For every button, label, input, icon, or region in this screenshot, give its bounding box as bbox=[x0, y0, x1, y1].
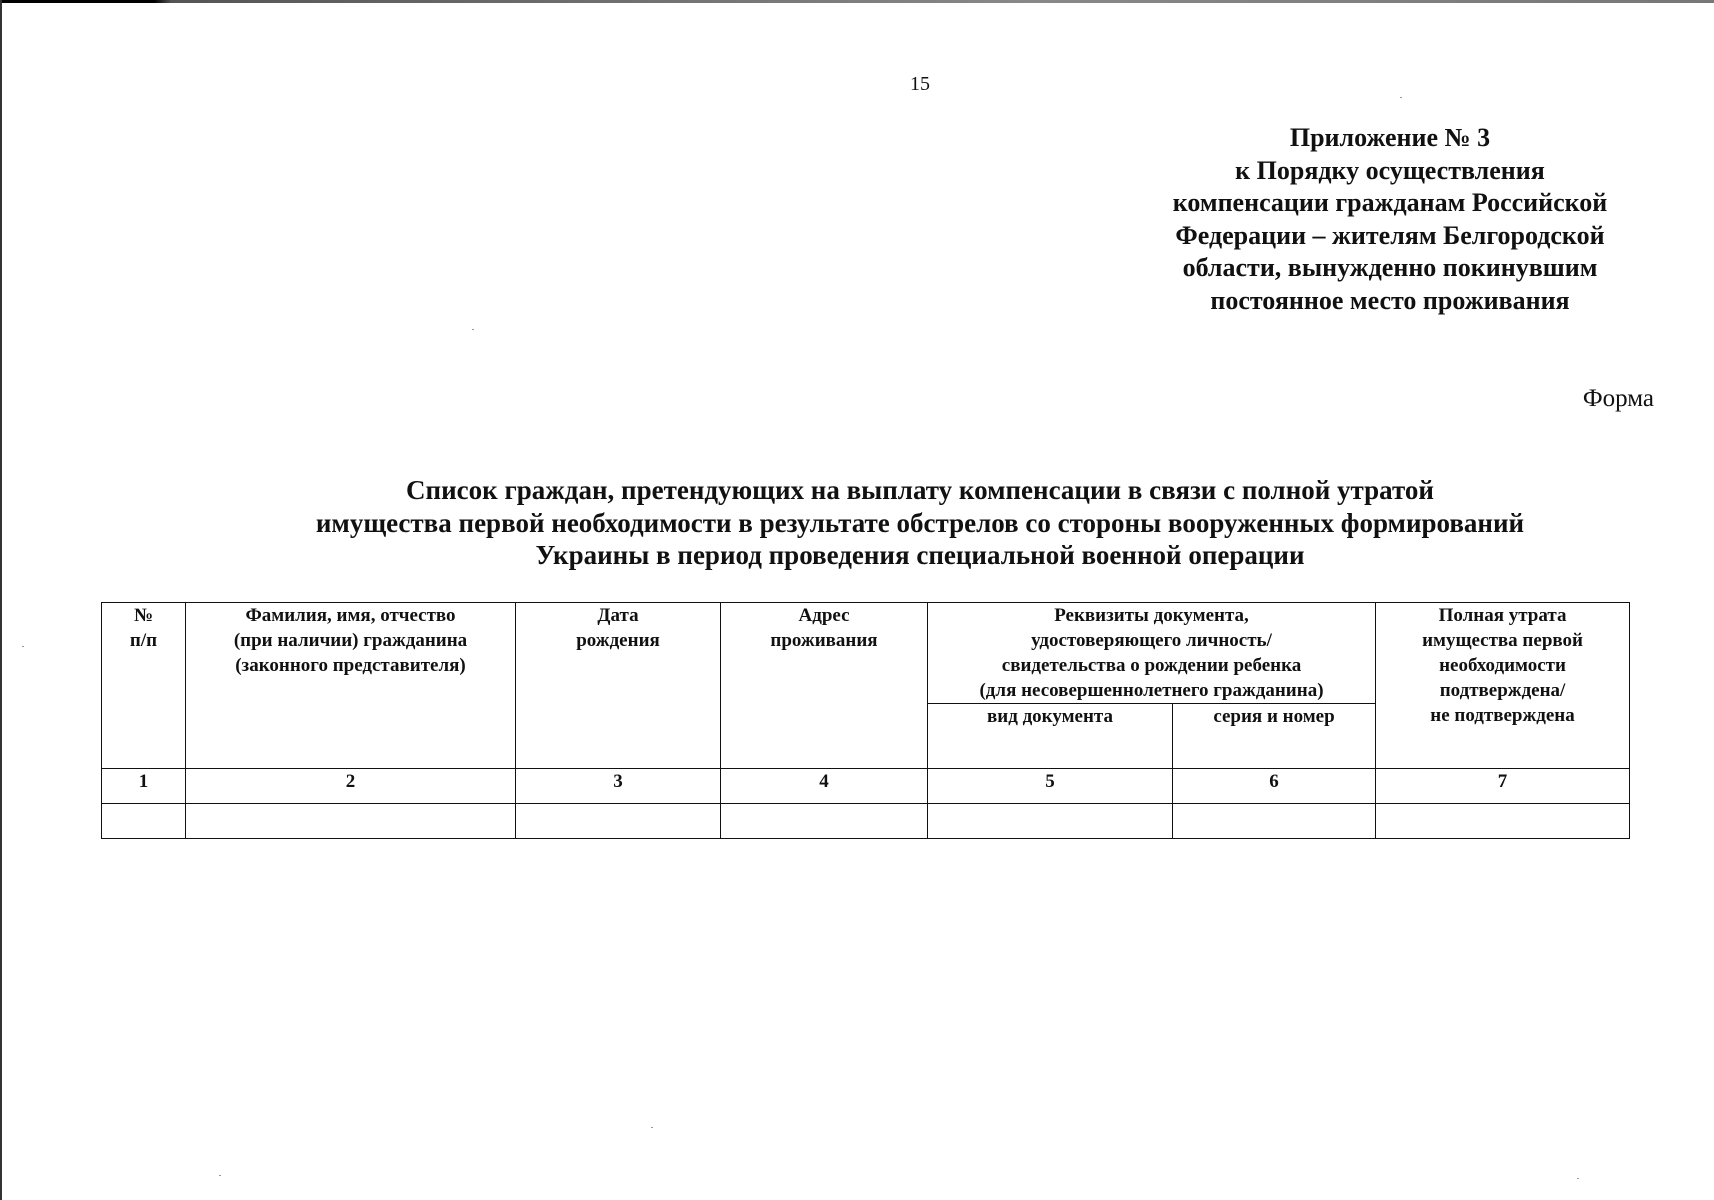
page-number: 15 bbox=[910, 73, 930, 95]
annex-line: Федерации – жителям Белгородской bbox=[1175, 220, 1605, 250]
annex-line: компенсации гражданам Российской bbox=[1172, 188, 1608, 217]
scan-speck bbox=[472, 329, 474, 330]
scan-speck bbox=[219, 1175, 221, 1176]
header-loss-confirmation: Полная утрата имущества первой необходимости подтверждена/ не подтверждена bbox=[1376, 603, 1630, 769]
header-full-name: Фамилия, имя, отчество (при наличии) гражданина (законного представителя) bbox=[186, 603, 516, 769]
header-number: № п/п bbox=[102, 603, 186, 769]
scan-edge-top bbox=[0, 0, 1714, 3]
annex-line: Приложение № 3 bbox=[1289, 123, 1491, 152]
header-birth-date: Дата рождения bbox=[516, 603, 721, 769]
header-address: Адрес проживания bbox=[721, 603, 928, 769]
empty-cell[interactable] bbox=[102, 804, 186, 839]
title-line: Украины в период проведения специальной военной операции bbox=[535, 540, 1305, 570]
column-number-cell: 7 bbox=[1376, 769, 1630, 804]
annex-header bbox=[1130, 122, 1650, 317]
column-number-cell: 2 bbox=[186, 769, 516, 804]
column-number-cell: 6 bbox=[1173, 769, 1376, 804]
column-number-cell: 1 bbox=[102, 769, 186, 804]
header-document-type: вид документа bbox=[928, 704, 1173, 769]
column-number-cell: 4 bbox=[721, 769, 928, 804]
title-line: имущества первой необходимости в результате обстрелов со стороны вооруженных формирований bbox=[315, 507, 1525, 538]
title-line: Список граждан, претендующих на выплату компенсации в связи с полной утратой bbox=[406, 475, 1434, 505]
scan-speck bbox=[1400, 97, 1402, 98]
scan-speck bbox=[1577, 1178, 1579, 1179]
header-series-number: серия и номер bbox=[1173, 704, 1376, 769]
annex-line: области, вынужденно покинувшим bbox=[1182, 253, 1598, 282]
annex-line: постоянное место проживания bbox=[1210, 285, 1570, 315]
form-label: Форма bbox=[1582, 385, 1654, 412]
annex-line: к Порядку осуществления bbox=[1235, 155, 1545, 185]
column-number-cell: 3 bbox=[516, 769, 721, 804]
empty-cell[interactable] bbox=[1376, 804, 1630, 839]
scan-speck bbox=[651, 1127, 653, 1128]
scan-edge-left bbox=[0, 0, 2, 1200]
empty-cell[interactable] bbox=[516, 804, 721, 839]
empty-cell[interactable] bbox=[928, 804, 1173, 839]
empty-cell[interactable] bbox=[1173, 804, 1376, 839]
column-number-cell: 5 bbox=[928, 769, 1173, 804]
document-title bbox=[230, 474, 1610, 572]
scan-speck bbox=[22, 646, 24, 647]
empty-cell[interactable] bbox=[721, 804, 928, 839]
citizens-list-table bbox=[101, 602, 1630, 839]
empty-cell[interactable] bbox=[186, 804, 516, 839]
table-row bbox=[102, 804, 1630, 839]
header-document-details: Реквизиты документа, удостоверяющего личность/ свидетельства о рождении ребенка (для несовершеннолетнего гражданина) bbox=[928, 603, 1376, 704]
